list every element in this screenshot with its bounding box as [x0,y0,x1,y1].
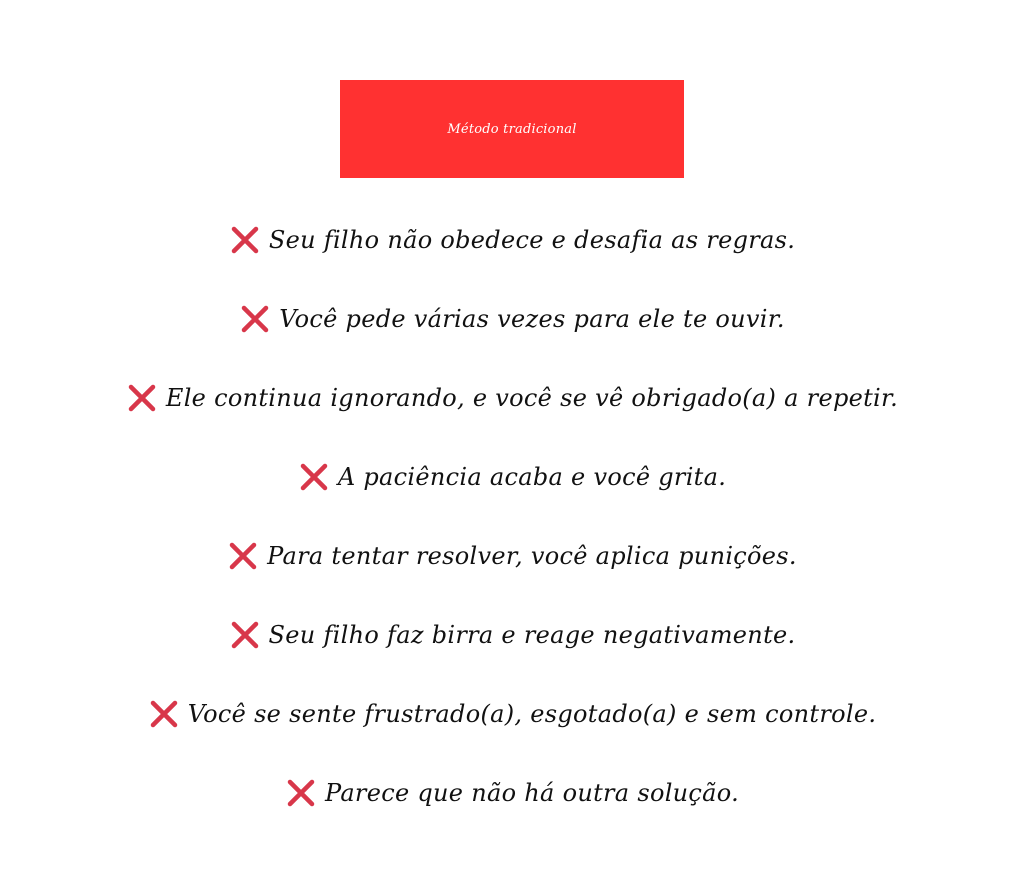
cross-mark-icon [229,619,261,651]
list-item [0,674,1024,753]
header-title: Método tradicional [447,121,577,137]
list-item-text: Para tentar resolver, você aplica punições. [267,541,797,570]
cross-mark-icon [229,224,261,256]
list-item-text: Você pede várias vezes para ele te ouvir. [279,304,785,333]
cross-mark-icon [148,698,180,730]
list-item [0,279,1024,358]
list-item-text: A paciência acaba e você grita. [337,462,727,491]
list-item [0,516,1024,595]
list-item-text: Seu filho não obedece e desafia as regras. [268,225,796,254]
list-item-text: Você se sente frustrado(a), esgotado(a) e sem controle. [187,699,877,728]
list-item-text: Seu filho faz birra e reage negativamente. [268,620,796,649]
cross-mark-icon [298,461,330,493]
list-item-text: Ele continua ignorando, e você se vê obrigado(a) a repetir. [165,383,899,412]
problem-list [0,200,1024,832]
list-item-text: Parece que não há outra solução. [324,778,740,807]
list-item [0,595,1024,674]
cross-mark-icon [285,777,317,809]
header-banner [340,80,684,178]
list-item [0,437,1024,516]
list-item [0,200,1024,279]
cross-mark-icon [126,382,158,414]
list-item [0,753,1024,832]
cross-mark-icon [239,303,271,335]
list-item [0,358,1024,437]
cross-mark-icon [227,540,259,572]
